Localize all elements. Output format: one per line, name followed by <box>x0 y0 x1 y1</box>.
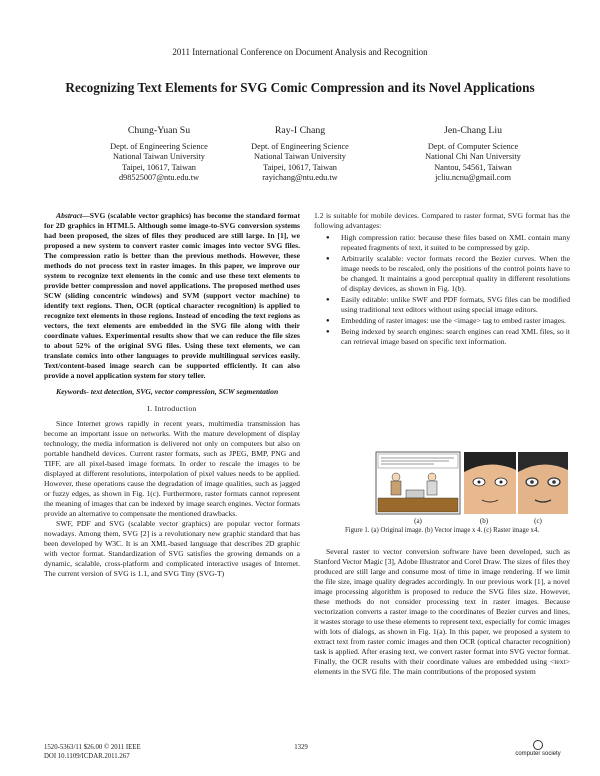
author-name: Ray-I Chang <box>274 125 326 136</box>
footer-price: 1520-5363/11 $26.00 © 2011 IEEE <box>44 744 141 751</box>
author-university: National Taiwan University <box>254 152 346 162</box>
abstract-label: Abstract <box>56 211 83 220</box>
paper-title: Recognizing Text Elements for SVG Comic Compression and its Novel Applications <box>65 80 535 95</box>
conference-header: 2011 International Conference on Document Analysis and Recognition <box>172 47 428 57</box>
keywords: Keywords- text detection, SVG, vector compression, SCW segmentation <box>56 387 279 396</box>
author-dept: Dept. of Computer Science <box>427 141 519 151</box>
right-column-top <box>314 211 570 348</box>
advantages-intro: 1.2 is suitable for mobile devices. Compared to raster format, SVG format has the following advantages: <box>314 211 570 230</box>
right-column-bottom <box>314 547 570 677</box>
author-dept: Dept. of Engineering Science <box>110 141 208 151</box>
author-name: Jen-Chang Liu <box>444 125 502 136</box>
logo-mark-icon <box>533 740 543 750</box>
figure-1 <box>314 450 570 516</box>
author-block-3 <box>388 126 558 184</box>
list-item: ● Arbitrarily scalable: vector formats record the Bezier curves. When the image needs to be rescaled, only the positions of the control points have to be changed. It maintains a good perceptual quality in different resolutions of display devices, as shown in Fig. 1(b). <box>314 254 570 294</box>
author-dept: Dept. of Engineering Science <box>251 141 349 151</box>
advantages-list <box>314 233 570 347</box>
abstract-text: —SVG (scalable vector graphics) has become the standard format for 2D graphics in HTML5. Although some image-to-SVG conversion systems had been proposed, the sizes of files they produced are still large. In [1], we proposed a new system to convert raster comic images into vector SVG files. The compression ratio is better than the previous methods. However, these methods do not process text in raster images. In this paper, we improve our system to recognize text elements in the comic and use these text elements to provide better compression and novel applications. The proposed method uses SCW (sliding concentric windows) and SVM (support vector machine) to identify text regions. Then, OCR (optical character recognition) is applied to recognize text elements in those regions. Instead of encoding the text regions as vectors, the text elements are embedded in the SVG file along with their coordinate values. Experimental results show that we can reduce the file sizes to about 52% of the original SVG files. Using these text elements, we can translate comics into other languages to provide multilingual services easily. Text/content-based image search can be supported efficiently. It can also provide a novel application system for story teller. <box>44 211 300 380</box>
logo-text: computer society <box>515 751 561 757</box>
section-heading-introduction: I. Introduction <box>147 404 197 413</box>
abstract <box>44 211 300 381</box>
author-university: National Taiwan University <box>113 152 205 162</box>
figure-label-c: (c) <box>534 517 542 525</box>
author-university: National Chi Nan University <box>425 152 521 162</box>
left-column <box>44 211 300 579</box>
vector-face-image <box>464 452 516 514</box>
intro-paragraph-1: Since Internet grows rapidly in recent years, multimedia transmission has become an important issue on networks. With the mature development of display technology, the media information is delivered not only on computers but also on portable handheld devices. Current raster formats, such as JPEG, BMP, PNG and TIFF, are all pixel-based image formats. In order to rescale the images to be displayed at different resolutions, interpolation of pixel values needs to be applied. However, these operations cause the degradation of image qualities, such as jagged or fuzzy edges, as shown in Fig. 1(c). Furthermore, raster formats cannot represent the meaning of images that can be indexed by image search engines. Vector formats provide an alternative to compensate the mentioned drawbacks. <box>44 419 300 518</box>
computer-society-logo <box>514 740 562 758</box>
author-email: d98525007@ntu.edu.tw <box>118 173 199 183</box>
list-item: ● High compression ratio: because these files based on XML contain many repeated fragments of text, it suited to be compressed by gzip. <box>314 233 570 253</box>
page-number: 1329 <box>294 744 308 751</box>
list-item: ● Being indexed by search engines: search engines can read XML files, so it can retrieval image based on specific text information. <box>314 327 570 347</box>
raster-face-image <box>518 452 568 514</box>
footer-doi: DOI 10.1109/ICDAR.2011.267 <box>44 753 130 760</box>
author-email: rayichang@ntu.edu.tw <box>262 173 338 183</box>
intro-paragraph-2: SWF, PDF and SVG (scalable vector graphics) are popular vector formats nowadays. Among them, SVG [2] is a revolutionary new graphic standard that has been developed by W3C. It is an XML-based language that describes 2D graphic with vector format. Standardization of SVG satisfies the growing demands on a dynamic, scalable, cross-platform and complicated interactive usages of Internet. The current version of SVG is 1.1, and SVG Tiny (SVG-T) <box>44 519 300 578</box>
figure-caption: Figure 1. (a) Original image. (b) Vector image x 4. (c) Raster image x4. <box>344 527 540 534</box>
author-city: Nantou, 54561, Taiwan <box>434 162 512 172</box>
list-item: ● Embedding of raster images: use the <image> tag to embed raster images. <box>314 316 570 326</box>
figure-label-b: (b) <box>479 517 489 525</box>
author-city: Taipei, 10617, Taiwan <box>263 162 337 172</box>
related-work-paragraph: Several raster to vector conversion software have been developed, such as Stanford Vector Magic [3], Adobe Illustrator and Corel Draw. The sizes of files they produced are still large and consume most of time in image rendering. If we limit the file size, image quality degrades accordingly. In our previous work [1], a novel image processing algorithm is proposed to reduce the SVG files size. However, these methods do not consider processing text in raster images. Because vectorization converts a raster image to the coordinates of Bezier curves and lines, it wastes storage to use these elements to represent text, especially for comic images with lots of dialogs, as shown in Fig. 1(a). In this paper, we proposed a system to extract text from raster comic images and then OCR (optical character recognition) task is applied. After erasing text, we convert raster format into SVG vector format. Finally, the OCR results with their coordinate values are embedded using <text> elements in the SVG file. The main contributions of the proposed system <box>314 547 570 676</box>
author-name: Chung-Yuan Su <box>127 125 191 136</box>
list-item: ● Easily editable: unlike SWF and PDF formats, SVG files can be modified using traditional text editors without using special image editors. <box>314 295 570 315</box>
figure-label-a: (a) <box>414 517 422 525</box>
author-block-2 <box>215 126 385 184</box>
author-city: Taipei, 10617, Taiwan <box>122 162 196 172</box>
footer-left <box>44 743 141 761</box>
comic-strip-image <box>376 452 460 514</box>
author-email: jcliu.ncnu@gmail.com <box>435 173 511 183</box>
figure-1-images <box>314 450 570 516</box>
